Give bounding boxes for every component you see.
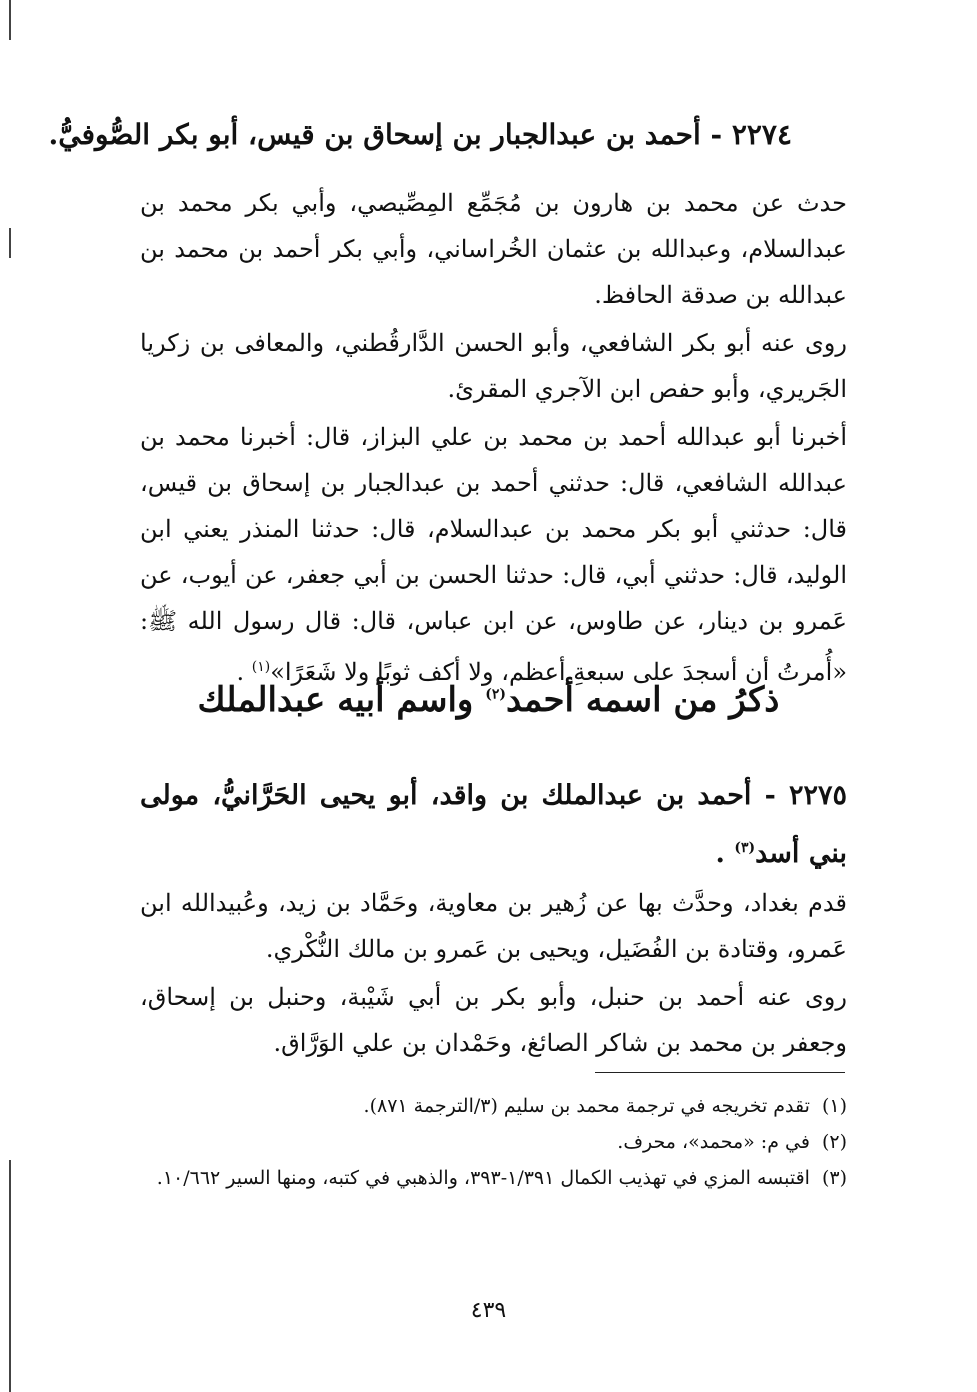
paragraph-narrated-by: روى عنه أبو بكر الشافعي، وأبو الحسن الدَّارقُطني، والمعافى بن زكريا الجَريري، وأبو حفص ابن الآجري المقرئ. (140, 329, 847, 403)
section-heading-main: ذكرُ من اسمه أحمد (505, 680, 780, 720)
footnote-1 (140, 1088, 847, 1124)
hadith-text: أخبرنا أبو عبدالله أحمد بن محمد بن علي البزاز، قال: أخبرنا محمد بن عبدالله الشافعي، قال: حدثني أحمد بن عبدالجبار بن إسحاق بن قيس، قال: حدثني أبو بكر محمد بن عبدالسلام، قال: حدثنا المنذر يعني ابن الوليد، قال: حدثني أبي، قال: حدثنا الحسن بن أبي جعفر، عن أيوب، عن عَمرو بن دينار، عن طاوس، عن ابن عباس، قال: قال رسول الله ﷺ: «أُمرتُ أن أسجدَ على سبعةِ أعظم، ولا أكف ثوبًا ولا شَعَرًا» (140, 423, 847, 686)
entry-body-2274 (140, 180, 847, 695)
footnote-number: (١) (821, 1095, 847, 1117)
section-heading-tail: واسم أبيه عبدالملك (197, 680, 486, 720)
footnote-ref-3: (٣) (734, 840, 756, 856)
paragraph-narrated-from: حدث عن محمد بن هارون بن مُجَمِّع المِصِّيصي، وأبي بكر محمد بن عبدالسلام، وعبدالله بن عثمان الخُراساني، وأبي بكر أحمد بن محمد بن عبدالله بن صدقة الحافظ. (140, 189, 847, 309)
hadith-tail: . (236, 658, 252, 686)
footnote-ref-1: (١) (251, 659, 271, 675)
entry-title-2274: ٢٢٧٤ - أحمد بن عبدالجبار بن إسحاق بن قيس، أبو بكر الصُّوفيُّ. (48, 118, 792, 151)
paragraph-hadith (140, 414, 847, 695)
footnote-text: في م: «محمد»، محرف. (617, 1131, 810, 1153)
entry-body-2275 (140, 880, 847, 1066)
paragraph-narrated-by-2: روى عنه أحمد بن حنبل، وأبو بكر بن أبي شَيْبة، وحنبل بن إسحاق، وجعفر بن محمد بن شاكر الصائغ، وحَمْدان بن علي الوَرَّاق. (140, 983, 847, 1057)
footnote-text: اقتبسه المزي في تهذيب الكمال ١/٣٩١-٣٩٣، والذهبي في كتبه، ومنها السير ١٠/٦٦٢. (156, 1167, 810, 1189)
footnote-2 (140, 1124, 847, 1160)
footnote-3 (140, 1160, 847, 1196)
footnote-ref-2: (٢) (485, 686, 506, 703)
entry-title-2275-main: ٢٢٧٥ - أحمد بن عبدالملك بن واقد، أبو يحيى الحَرَّانيُّ، مولى بني أسد (140, 780, 847, 869)
entry-title-2275 (140, 770, 847, 880)
entry-title-2275-tail: . (715, 838, 735, 869)
footnote-text: تقدم تخريجه في ترجمة محمد بن سليم (٣/الترجمة ٨٧١). (363, 1095, 810, 1117)
scan-edge-mark (9, 0, 11, 40)
page-number: ٤٣٩ (470, 1298, 507, 1323)
footnotes (140, 1088, 847, 1196)
footnote-number: (٣) (821, 1167, 847, 1189)
section-heading (0, 680, 977, 720)
footnote-separator (595, 1072, 845, 1073)
paragraph-came-to-baghdad: قدم بغداد، وحدَّث بها عن زُهير بن معاوية، وحَمَّاد بن زيد، وعُبيدالله ابن عَمرو، وقتادة بن الفُضَيل، ويحيى بن عَمرو بن مالك النُّكْري. (140, 889, 847, 963)
scan-edge-mark (9, 1160, 11, 1392)
footnote-number: (٢) (821, 1131, 847, 1153)
scan-edge-mark (9, 228, 11, 258)
